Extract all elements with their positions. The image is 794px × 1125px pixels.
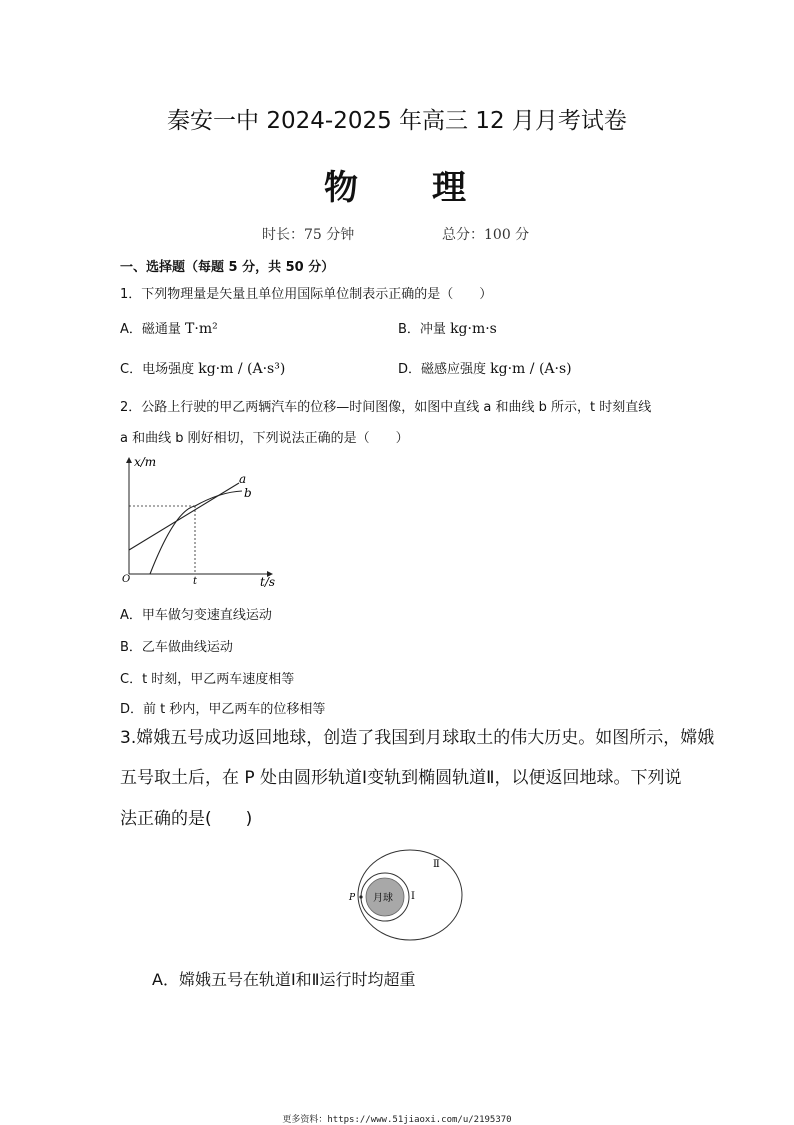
- q3-option-a: A．嫦娥五号在轨道Ⅰ和Ⅱ运行时均超重: [152, 970, 416, 989]
- y-axis-label: x/m: [134, 455, 157, 469]
- q3-stem-line3: 法正确的是( ): [120, 809, 253, 829]
- q1-option-d-formula: kg·m / (A·s): [490, 361, 572, 377]
- origin-label: O: [122, 574, 131, 585]
- exam-total-score: 总分：100 分: [442, 227, 530, 243]
- q1-option-d: [398, 358, 572, 377]
- q1-option-b-label: B．冲量: [398, 322, 446, 337]
- q1-option-d-label: D．磁感应强度: [398, 362, 487, 377]
- q2-stem-line1: 2．公路上行驶的甲乙两辆汽车的位移—时间图像，如图中直线 a 和曲线 b 所示，t 时刻直线: [120, 400, 652, 415]
- curve-b: [150, 491, 242, 574]
- section-heading: 一、选择题（每题 5 分，共 50 分）: [120, 260, 335, 275]
- q2-option-b: B．乙车做曲线运动: [120, 640, 233, 655]
- q1-option-c: [120, 358, 285, 377]
- q1-stem: 1．下列物理量是矢量且单位用国际单位制表示正确的是（ ）: [120, 287, 493, 302]
- q2-option-d: D．前 t 秒内，甲乙两车的位移相等: [120, 702, 326, 717]
- xt-graph: [112, 450, 287, 590]
- q1-option-b: [398, 318, 497, 337]
- subject-title: [0, 160, 794, 209]
- p-label: P: [349, 893, 356, 903]
- orbit-i-label: Ⅰ: [411, 891, 415, 902]
- orbit-ii-label: Ⅱ: [433, 859, 440, 870]
- orbit-figure: [342, 848, 482, 944]
- moon-label: 月球: [373, 893, 393, 904]
- q2-stem-line2: a 和曲线 b 刚好相切，下列说法正确的是（ ）: [120, 431, 409, 446]
- exam-duration: 时长：75 分钟: [262, 227, 355, 243]
- x-axis-label: t/s: [260, 575, 276, 589]
- q1-option-a-label: A．磁通量: [120, 322, 181, 337]
- point-p: [359, 895, 362, 898]
- q2-option-a: A．甲车做匀变速直线运动: [120, 608, 272, 623]
- exam-title: 秦安一中 2024-2025 年高三 12 月月考试卷: [167, 108, 627, 134]
- subject-char-2: 理: [432, 168, 470, 208]
- q1-option-a: [120, 318, 218, 337]
- q1-option-c-label: C．电场强度: [120, 362, 195, 377]
- q1-option-c-formula: kg·m / (A·s³): [198, 361, 286, 377]
- q3-stem-line1: 3.嫦娥五号成功返回地球，创造了我国到月球取土的伟大历史。如图所示，嫦娥: [120, 728, 715, 748]
- footer-link[interactable]: 更多资料：https://www.51jiaoxi.com/u/2195370: [282, 1115, 512, 1125]
- line-a-label: a: [239, 472, 247, 486]
- line-a: [129, 483, 239, 550]
- q2-option-c: C．t 时刻，甲乙两车速度相等: [120, 672, 295, 687]
- subject-char-1: 物: [324, 168, 362, 208]
- q3-stem-line2: 五号取土后，在 P 处由圆形轨道Ⅰ变轨到椭圆轨道Ⅱ，以便返回地球。下列说: [120, 768, 682, 788]
- t-tick-label: t: [193, 576, 198, 587]
- q1-option-a-formula: T·m²: [185, 321, 218, 337]
- curve-b-label: b: [244, 486, 252, 500]
- q1-option-b-formula: kg·m·s: [450, 321, 497, 337]
